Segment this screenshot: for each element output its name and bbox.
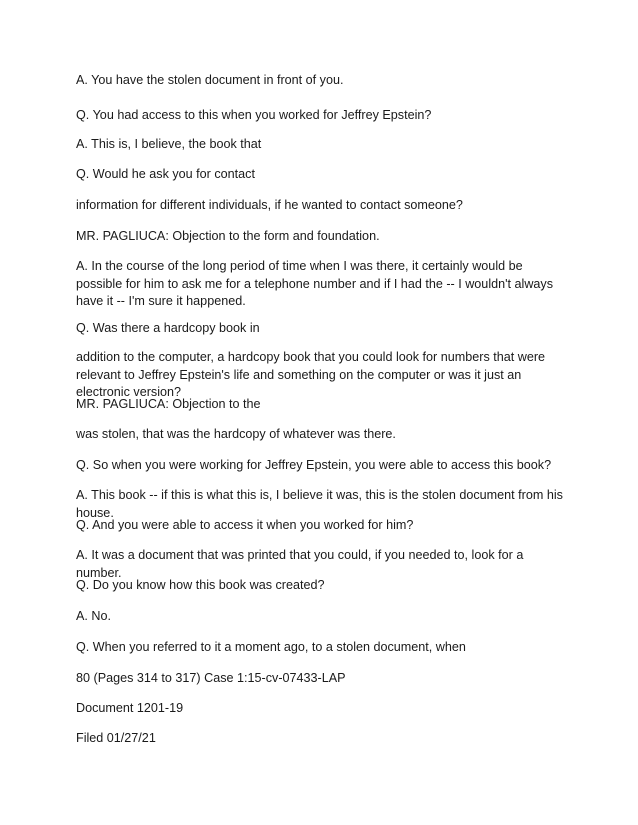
transcript-line: Q. Do you know how this book was created? (76, 578, 325, 592)
transcript-line: MR. PAGLIUCA: Objection to the form and foundation. (76, 229, 380, 243)
transcript-line: A. This is, I believe, the book that (76, 137, 262, 151)
transcript-line: Q. When you referred to it a moment ago, to a stolen document, when (76, 640, 466, 654)
transcript-line: Q. You had access to this when you worked for Jeffrey Epstein? (76, 108, 432, 122)
footer-page-case: 80 (Pages 314 to 317) Case 1:15-cv-07433-LAP (76, 671, 346, 685)
transcript-question: addition to the computer, a hardcopy book that you could look for numbers that were relevant to Jeffrey Epstein's life and something on the computer or was it just an electronic version? (76, 350, 546, 399)
transcript-line: Q. Was there a hardcopy book in (76, 321, 260, 335)
transcript-line: Q. Would he ask you for contact (76, 167, 255, 181)
transcript-line: A. It was a document that was printed that you could, if you needed to, look for a number. (76, 548, 524, 580)
transcript-line: Q. And you were able to access it when you worked for him? (76, 518, 414, 532)
footer-document-number: Document 1201-19 (76, 701, 184, 715)
transcript-line: A. No. (76, 609, 111, 623)
transcript-line: A. You have the stolen document in front of you. (76, 73, 344, 87)
transcript-line: was stolen, that was the hardcopy of whatever was there. (76, 427, 396, 441)
transcript-line: MR. PAGLIUCA: Objection to the (76, 397, 261, 411)
transcript-line: A. This book -- if this is what this is, I believe it was, this is the stolen document from his house. (76, 488, 563, 520)
transcript-line: information for different individuals, if he wanted to contact someone? (76, 198, 463, 212)
footer-filed-date: Filed 01/27/21 (76, 731, 156, 745)
transcript-answer: A. In the course of the long period of time when I was there, it certainly would be possible for him to ask me for a telephone number and if I had the -- I wouldn't always have it -- I'm sure it happened. (76, 259, 554, 308)
transcript-line: Q. So when you were working for Jeffrey Epstein, you were able to access this book? (76, 458, 552, 472)
